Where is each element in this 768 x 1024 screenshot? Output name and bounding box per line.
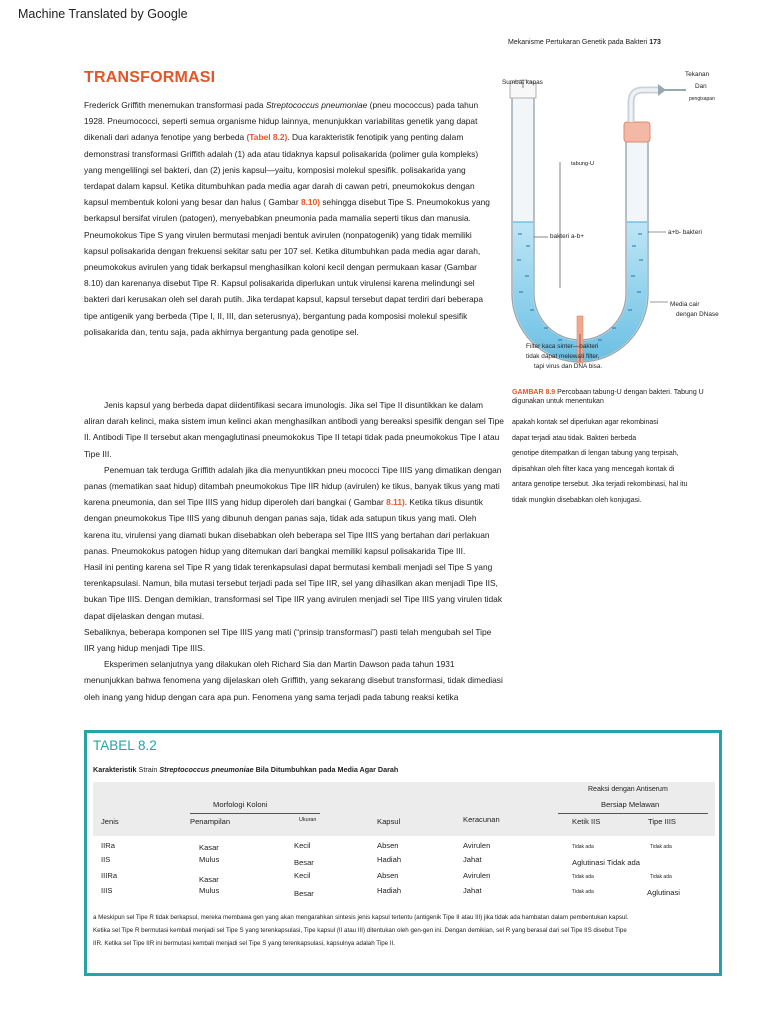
cell-type: IIIS bbox=[101, 886, 113, 895]
species-name: Streptococcus pneumoniae bbox=[265, 100, 368, 110]
cell-anti-iis: Tidak ada bbox=[572, 844, 594, 850]
paragraph-mutation-result: Hasil ini penting karena sel Tipe R yang tidak terenkapsulasi dapat bermutasi kembali menjadi sel Tipe S yang terenkapsulasi. Namun, bila mutasi tersebut terjadi pada sel Tipe IIR, sel yang dihasilkan akan menjadi Tipe IIS, bukan Tipe IIIS. Dengan demikian, transformasi sel Tipe IIR yang avirulen menjadi sel Tipe IIIS yang virulen tidak dapat dijelaskan dengan mutasi. bbox=[84, 562, 503, 621]
cell-type: IIS bbox=[101, 855, 111, 864]
label-liquid-medium: Media cair bbox=[670, 301, 700, 308]
header-rule-antiserum bbox=[558, 813, 708, 814]
figure-caption bbox=[512, 388, 722, 406]
cell-virulence: Avirulen bbox=[463, 841, 491, 850]
figure-8-11-link[interactable]: 8.11). bbox=[386, 497, 408, 508]
cell-anti-iiis: Tidak ada bbox=[650, 874, 672, 880]
header-reaction: Reaksi dengan Antiserum bbox=[588, 786, 668, 793]
para1-pre: Frederick Griffith menemukan transformasi pada bbox=[84, 100, 266, 110]
rubber-stopper bbox=[624, 122, 650, 142]
cell-appearance: Mulus bbox=[199, 886, 220, 895]
header-type: Jenis bbox=[101, 817, 119, 826]
table-subtitle bbox=[93, 765, 398, 774]
cell-appearance: Mulus bbox=[199, 855, 220, 864]
cell-size: Kecil bbox=[294, 841, 311, 850]
cell-appearance: Kasar bbox=[199, 843, 219, 852]
para1-mid: (pneu mococcus) pada tahun 1928. Pneumococci, seperti semua organisme hidup lainnya, menunjukkan variabilitas genetik yang dapat dikenali dari adanya fenotipe yang berbeda bbox=[84, 100, 479, 143]
para2-p2-pre: Penemuan tak terduga Griffith adalah jika dia menyuntikkan pneu mococci Tipe IIIS yang dimatikan dengan panas (mematikan saat hidup) ditambah pneumokokus Tipe IIR hidup (avirulen) ke tikus, banyak tikus yang mati karena pneumonia, dan sel Tipe IIIS yang hidup diperoleh dari bangkai ( Gambar bbox=[84, 464, 502, 508]
label-filter-line3: tapi virus dan DNA bisa. bbox=[534, 363, 603, 370]
cell-virulence: Jahat bbox=[463, 855, 482, 864]
label-right-bacteria: a+b- bakteri bbox=[668, 229, 702, 236]
cell-virulence: Avirulen bbox=[463, 871, 491, 880]
subtitle-post: Bila Ditumbuhkan pada Media Agar Darah bbox=[253, 765, 399, 774]
table-title: TABEL 8.2 bbox=[93, 738, 157, 753]
header-size: Ukuran bbox=[299, 817, 317, 823]
cell-capsule: Hadiah bbox=[377, 855, 402, 864]
figure-caption-continued bbox=[512, 415, 732, 508]
footnote-line: a Meskipun sel Tipe R tidak berkapsul, mereka membawa gen yang akan mengarahkan sintesis jenis kapsul tertentu (antigenik Tipe II atau III) jika tidak ada hambatan dalam pembentukan kapsul. bbox=[93, 914, 629, 921]
subtitle-strain: Strain bbox=[138, 765, 160, 774]
cell-capsule: Absen bbox=[377, 871, 399, 880]
cell-capsule: Absen bbox=[377, 841, 399, 850]
para2-p2-post: Ketika tikus disuntik dengan pneumokokus Tipe IIIS yang dibunuh dengan panas saja, tidak ada satupun tikus yang mati. Oleh karena itu, virulensi yang diamati bukan disebabkan oleh beberapa sel Tipe IIIS yang bertahan dari perlakuan panas. Pneumokokus patogen hidup yang ditemukan dari bangkai memiliki kapsul polisakarida Tipe III. bbox=[84, 497, 490, 556]
label-and: Dan bbox=[695, 83, 707, 90]
footnote-line: IIR. Ketika sel Tipe IIR ini bermutasi kembali menjadi sel Tipe S yang terenkapsulasi, kapsulnya adalah Tipe II. bbox=[93, 940, 395, 947]
cell-capsule: Hadiah bbox=[377, 886, 402, 895]
figure-8-10-link[interactable]: 8.10) bbox=[300, 197, 321, 208]
caption-line: dipisahkan oleh filter kaca yang mencegah kontak di bbox=[512, 465, 675, 473]
label-filter-line2: tidak dapat melewati filter, bbox=[526, 353, 600, 360]
cell-size: Besar bbox=[294, 858, 314, 867]
label-dnase: dengan DNase bbox=[676, 311, 719, 318]
page-number: 173 bbox=[649, 39, 661, 46]
label-u-tube: tabung-U bbox=[571, 161, 595, 167]
figure-number: GAMBAR 8.9 bbox=[512, 389, 556, 396]
label-cotton-plug: Sumbat kapas bbox=[502, 79, 543, 86]
header-capsule: Kapsul bbox=[377, 817, 401, 826]
label-filter-line1: Filter kaca sinter—bakteri bbox=[526, 343, 599, 350]
cell-type: IIRa bbox=[101, 841, 115, 850]
cell-size: Besar bbox=[294, 889, 314, 898]
section-title: TRANSFORMASI bbox=[84, 69, 216, 86]
u-tube-figure bbox=[500, 62, 740, 382]
machine-translated-watermark: Machine Translated by Google bbox=[18, 7, 188, 21]
footnote-line: Ketika sel Tipe R bermutasi kembali menjadi sel Tipe S yang terenkapsulasi, Tipe kapsul (II atau III) ditentukan oleh gen-gen ini. Dengan demikian, sel R yang berasal dari sel Tipe IIS disebut Tipe bbox=[93, 927, 627, 934]
cell-size: Kecil bbox=[294, 871, 311, 880]
intro-paragraph bbox=[84, 97, 494, 340]
label-pressure: Tekanan bbox=[685, 71, 710, 78]
cell-anti-iis: Tidak ada bbox=[572, 889, 594, 895]
paragraph-transforming-principle: Sebaliknya, beberapa komponen sel Tipe IIIS yang mati (“prinsip transformasi”) pasti telah mengubah sel Tipe IIR yang hidup menjadi Tipe IIIS. bbox=[84, 626, 492, 654]
table-8-2-link[interactable]: (Tabel 8.2) bbox=[246, 132, 288, 143]
paragraph-griffith-discovery bbox=[84, 462, 504, 559]
cell-anti-iis: Tidak ada bbox=[572, 874, 594, 880]
cell-virulence: Jahat bbox=[463, 886, 482, 895]
running-head bbox=[508, 39, 661, 46]
header-anti-iiis: Tipe IIIS bbox=[648, 817, 676, 826]
cell-anti-iiis: Aglutinasi bbox=[647, 888, 680, 897]
cell-type: IIIRa bbox=[101, 871, 118, 880]
cell-anti-iiis: Tidak ada bbox=[650, 844, 672, 850]
para1-post: sehingga disebut Tipe S. Pneumokokus yang berkapsul bersifat virulen (patogen), menyebabkan pneumonia pada mamalia seperti tikus dan manusia. Pneumokokus Tipe S yang virulen bermutasi menjadi bentuk avirulen (nonpatogenik) yang tidak memiliki kapsul polisakarida dengan frekuensi sekitar satu per 107 sel. Ketika ditumbuhkan pada media agar darah, pneumokokus avirulen yang tidak berkapsul menghasilkan koloni kecil dengan permukaan kasar (Gambar 8.10) dan karenanya disebut Tipe R. Kapsul polisakarida diperlukan untuk virulensi karena melindungi sel bakteri dari kerusakan oleh sel darah putih. Jika terdapat kapsul, kapsul tersebut dapat terdiri dari beberapa tipe antigenik yang berbeda (Tipe I, II, III, dan seterusnya), bergantung pada komposisi molekul spesifik polisakarida dan, tentu saja, pada akhirnya bergantung pada genotipe sel. bbox=[84, 197, 490, 337]
paragraph-sia-dawson: Eksperimen selanjutnya yang dilakukan oleh Richard Sia dan Martin Dawson pada tahun 1931 menunjukkan bahwa fenomena yang dijelaskan oleh Griffith, yang sekarang disebut transformasi, tidak dimediasi oleh inang yang hidup dengan cara apa pun. Fenomena yang sama terjadi pada tabung reaksi ketika bbox=[84, 659, 503, 702]
header-prepared-against: Bersiap Melawan bbox=[601, 800, 660, 809]
header-rule-morphology bbox=[190, 813, 320, 814]
running-head-text: Mekanisme Pertukaran Genetik pada Bakteri bbox=[508, 39, 648, 46]
header-appearance: Penampilan bbox=[190, 817, 231, 826]
para1-mid2: . Dua karakteristik fenotipik yang penting dalam demonstrasi transformasi Griffith adalah (1) ada atau tidaknya kapsul polisakarida (polimer gula kompleks) yang mengelilingi sel bakteri, dan (2) jenis kapsul—yaitu, komposisi molekul spesifik. polisakarida yang terdapat dalam kapsul. Ketika ditumbuhkan pada media agar darah di cawan petri, pneumokokus dengan kapsul membentuk koloni yang besar dan halus ( Gambar bbox=[84, 132, 479, 208]
body-paragraphs bbox=[84, 397, 504, 705]
caption-line: apakah kontak sel diperlukan agar rekombinasi bbox=[512, 419, 659, 426]
suction-tube bbox=[631, 90, 658, 122]
caption-line: genotipe ditempatkan di lengan tabung yang terpisah, bbox=[512, 450, 679, 457]
subtitle-pre: Karakteristik bbox=[93, 765, 139, 774]
caption-line: antara genotipe tersebut. Jika terjadi rekombinasi, hal itu bbox=[512, 481, 688, 488]
subtitle-species: Streptococcus pneumoniae bbox=[159, 765, 254, 774]
cell-anti-iis: Aglutinasi Tidak ada bbox=[572, 858, 640, 867]
header-virulence: Keracunan bbox=[463, 815, 500, 824]
caption-line: tidak mungkin disebabkan oleh konjugasi. bbox=[512, 496, 642, 504]
header-anti-iis: Ketik IIS bbox=[572, 817, 601, 826]
caption-line: dapat terjadi atau tidak. Bakteri berbeda bbox=[512, 434, 637, 442]
label-suction: pengisapan bbox=[689, 96, 715, 102]
table-footnote bbox=[93, 911, 709, 950]
label-left-bacteria: bakteri a-b+ bbox=[550, 233, 584, 240]
caption-text: Percobaan tabung-U dengan bakteri. Tabung U digunakan untuk menentukan bbox=[512, 389, 704, 406]
paragraph-immunology: Jenis kapsul yang berbeda dapat diidentifikasi secara imunologis. Jika sel Tipe II disuntikkan ke dalam aliran darah kelinci, maka sistem imun kelinci akan menghasilkan antibodi yang bereaksi spesifik dengan sel Tipe II. Antibodi Tipe II tersebut akan mengaglutinasi pneumokokus Tipe II tetapi tidak pada pneumokokus Tipe I atau Tipe III. bbox=[84, 400, 504, 459]
cell-appearance: Kasar bbox=[199, 875, 219, 884]
header-colony-morphology: Morfologi Koloni bbox=[213, 800, 268, 809]
